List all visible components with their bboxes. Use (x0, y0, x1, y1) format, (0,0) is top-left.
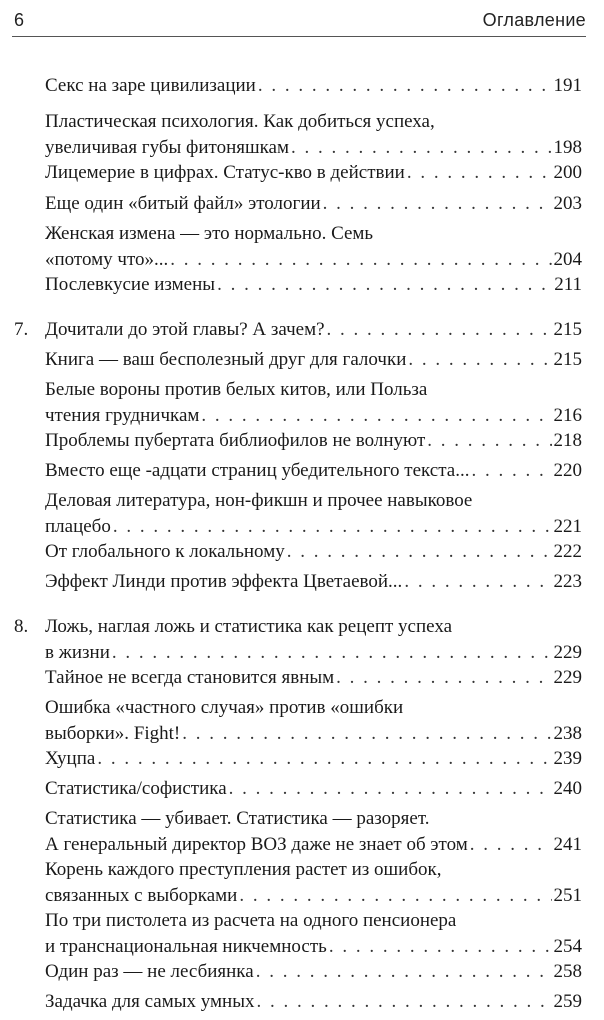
toc-entry-title-line: плацебо (45, 516, 111, 537)
dot-leader (327, 317, 552, 343)
toc-page-number: 200 (553, 162, 582, 183)
dot-leader (217, 272, 552, 298)
toc-entry-title-line: Вместо еще -адцати страниц убедительного текста... (45, 460, 470, 481)
toc-page-number: 215 (553, 319, 582, 340)
toc-page-number: 211 (554, 274, 582, 295)
dot-leader (256, 989, 551, 1015)
toc-entry[interactable] (45, 695, 582, 747)
dot-leader (408, 347, 551, 373)
toc-entry-title-line: Книга — ваш бесполезный друг для галочки (45, 349, 407, 370)
toc-page-number: 203 (553, 193, 582, 214)
dot-leader (471, 458, 551, 484)
toc-page-number: 221 (553, 516, 582, 537)
toc-entry[interactable] (45, 806, 582, 858)
toc-entry-title-line: А генеральный директор ВОЗ даже не знает об этом (45, 834, 468, 855)
chapter-number: 7. (14, 319, 29, 340)
toc-page-number: 238 (553, 723, 582, 744)
toc-entry[interactable] (45, 989, 582, 1015)
toc-page-number: 239 (553, 748, 582, 769)
dot-leader (427, 428, 551, 454)
toc-entry[interactable] (45, 428, 582, 454)
page-number: 6 (14, 10, 25, 30)
toc-entry[interactable] (45, 272, 582, 298)
toc-entry[interactable] (45, 776, 582, 802)
toc-entry-title-line: Статистика/софистика (45, 778, 227, 799)
dot-leader (336, 665, 551, 691)
toc-entry[interactable] (45, 746, 582, 772)
toc-entry-title-line: Деловая литература, нон-фикшн и прочее навыковое (45, 490, 473, 511)
toc-entry-title-line: Ложь, наглая ложь и статистика как рецепт успеха (45, 616, 453, 637)
toc-entry-title-line: Еще один «битый файл» этологии (45, 193, 321, 214)
toc-entry-title-line: Лицемерие в цифрах. Статус-кво в действии (45, 162, 405, 183)
dot-leader (258, 73, 552, 99)
toc-chapter-entry[interactable] (45, 614, 582, 666)
dot-leader (470, 832, 552, 858)
dot-leader (239, 883, 551, 909)
toc-page-number: 220 (553, 460, 582, 481)
toc-entry[interactable] (45, 908, 582, 960)
toc-entry-title-line: увеличивая губы фитоняшкам (45, 137, 290, 158)
toc-entry-title-line: Пластическая психология. Как добиться успеха, (45, 111, 435, 132)
dot-leader (229, 776, 552, 802)
toc-entry-title-line: Секс на заре цивилизации (45, 75, 256, 96)
toc-entry[interactable] (45, 539, 582, 565)
toc-entry[interactable] (45, 569, 582, 595)
toc-page-number: 204 (553, 249, 582, 270)
dot-leader (182, 721, 551, 747)
toc-entry-title-line: По три пистолета из расчета на одного пенсионера (45, 910, 457, 931)
running-title: Оглавление (482, 10, 586, 30)
toc-entry-title-line: Задачка для самых умных (45, 991, 255, 1012)
toc-entry-title-line: выборки». Fight! (45, 723, 181, 744)
toc-entry[interactable] (45, 221, 582, 273)
toc-entry-title-line: Проблемы пубертата библиофилов не волнуют (45, 430, 426, 451)
dot-leader (323, 191, 552, 217)
toc-page-number: 218 (553, 430, 582, 451)
toc-page-number: 240 (553, 778, 582, 799)
dot-leader (287, 539, 552, 565)
toc-entry[interactable] (45, 160, 582, 186)
toc-page-number: 259 (553, 991, 582, 1012)
dot-leader (112, 640, 552, 666)
toc-entry[interactable] (45, 665, 582, 691)
toc-entry-title-line: Белые вороны против белых китов, или Польза (45, 379, 428, 400)
dot-leader (201, 403, 551, 429)
toc-entry-title-line: Тайное не всегда становится явным (45, 667, 335, 688)
toc-entry-title-line: Хуцпа (45, 748, 96, 769)
page-header (12, 10, 586, 37)
toc-entry[interactable] (45, 458, 582, 484)
toc-entry[interactable] (45, 857, 582, 909)
toc-page-number: 222 (553, 541, 582, 562)
toc-entry-title-line: чтения грудничкам (45, 405, 200, 426)
toc-entry[interactable] (45, 73, 582, 99)
toc-page-number: 251 (553, 885, 582, 906)
toc-page-number: 216 (553, 405, 582, 426)
toc-entry-title-line: в жизни (45, 642, 110, 663)
dot-leader (113, 514, 552, 540)
dot-leader (97, 746, 551, 772)
toc-entry-title-line: От глобального к локальному (45, 541, 285, 562)
toc-entry-title-line: Дочитали до этой главы? А зачем? (45, 319, 325, 340)
toc-chapter-entry[interactable] (45, 317, 582, 343)
toc-entry[interactable] (45, 109, 582, 161)
toc-page-number: 258 (553, 961, 582, 982)
toc-entry-title-line: Корень каждого преступления растет из ошибок, (45, 859, 442, 880)
toc-entry-title-line: Статистика — убивает. Статистика — разоряет. (45, 808, 430, 829)
toc-page-number: 229 (553, 667, 582, 688)
chapter-number: 8. (14, 616, 29, 637)
toc-page-number: 191 (553, 75, 582, 96)
toc-entry-title-line: связанных с выборками (45, 885, 238, 906)
dot-leader (407, 160, 552, 186)
toc-page-number: 254 (553, 936, 582, 957)
toc-entry-title-line: Ошибка «частного случая» против «ошибки (45, 697, 404, 718)
toc-entry-title-line: «потому что»... (45, 249, 169, 270)
toc-entry[interactable] (45, 488, 582, 540)
toc-entry-title-line: Послевкусие измены (45, 274, 216, 295)
dot-leader (404, 569, 551, 595)
dot-leader (256, 959, 552, 985)
toc-page-number: 223 (553, 571, 582, 592)
toc-page-number: 229 (553, 642, 582, 663)
dot-leader (170, 247, 551, 273)
dot-leader (329, 934, 552, 960)
toc-entry-title-line: Женская измена — это нормально. Семь (45, 223, 374, 244)
toc-page-number: 198 (553, 137, 582, 158)
toc-entry-title-line: Один раз — не лесбиянка (45, 961, 254, 982)
toc-entry-title-line: и транснациональная никчемность (45, 936, 327, 957)
toc-entry[interactable] (45, 377, 582, 429)
toc-entry[interactable] (45, 347, 582, 373)
dot-leader (291, 135, 551, 161)
toc-entry[interactable] (45, 959, 582, 985)
toc-entry-title-line: Эффект Линди против эффекта Цветаевой... (45, 571, 403, 592)
toc-entry[interactable] (45, 191, 582, 217)
toc-page-number: 215 (553, 349, 582, 370)
toc-page-number: 241 (553, 834, 582, 855)
